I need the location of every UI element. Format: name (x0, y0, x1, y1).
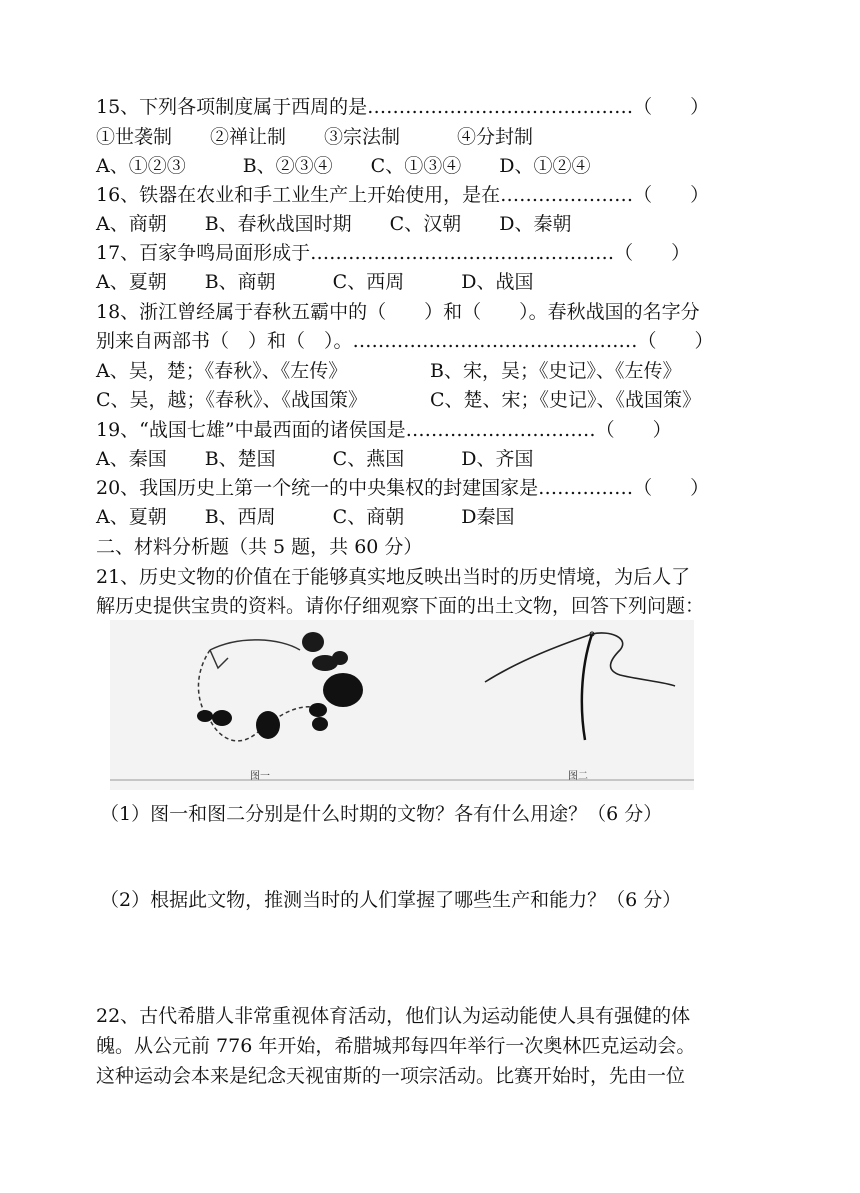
q18-option-c: C、吴，越；《春秋》、《战国策》 (96, 389, 368, 411)
q21-sub-2: （2）根据此文物，推测当时的人们掌握了哪些生产和能力？（6 分） (100, 889, 682, 911)
q16-stem: 16、铁器在农业和手工业生产上开始使用，是在…………………（ ） (96, 184, 710, 206)
figure-2-caption: 图二 (568, 771, 588, 782)
q15-items: ①世袭制 ②禅让制 ③宗法制 ④分封制 (96, 126, 534, 148)
q20-options: A、夏朝 B、西周 C、商朝 D秦国 (96, 506, 515, 528)
q17-options: A、夏朝 B、商朝 C、西周 D、战国 (96, 271, 534, 293)
q18-option-a: A、吴，楚；《春秋》、《左传》 (96, 360, 348, 382)
artifact-figure (110, 620, 694, 790)
q18-option-b: B、宋，吴；《史记》、《左传》 (430, 360, 682, 382)
q18-option-d: C、楚、宋；《史记》、《战国策》 (430, 389, 702, 411)
q15-stem: 15、下列各项制度属于西周的是……………………………………（ ） (96, 96, 710, 118)
q16-options: A、商朝 B、春秋战国时期 C、汉朝 D、秦朝 (96, 213, 572, 235)
q22-line-1: 22、古代希腊人非常重视体育活动，他们认为运动能使人具有强健的体 (96, 1005, 691, 1027)
q19-stem: 19、“战国七雄”中最西面的诸侯国是…………………………（ ） (96, 419, 672, 441)
q21-line-1: 21、历史文物的价值在于能够真实地反映出当时的历史情境，为后人了 (96, 566, 691, 588)
figure-1-caption: 图一 (250, 771, 270, 782)
section-2-heading: 二、材料分析题（共 5 题，共 60 分） (96, 536, 423, 558)
q21-line-2: 解历史提供宝贵的资料。请你仔细观察下面的出土文物，回答下列问题： (96, 595, 705, 617)
q18-stem-2: 别来自两部书（ ）和（ ）。………………………………………（ ） (96, 330, 714, 352)
q22-line-2: 魄。从公元前 776 年开始，希腊城邦每四年举行一次奥林匹克运动会。 (96, 1035, 696, 1057)
q17-stem: 17、百家争鸣局面形成于…………………………………………（ ） (96, 242, 691, 264)
q20-stem: 20、我国历史上第一个统一的中央集权的封建国家是……………（ ） (96, 477, 710, 499)
artifact-drawing (110, 620, 694, 790)
q22-line-3: 这种运动会本来是纪念天视宙斯的一项宗活动。比赛开始时，先由一位 (96, 1065, 686, 1087)
q18-stem-1: 18、浙江曾经属于春秋五霸中的（ ）和（ ）。春秋战国的名字分 (96, 301, 700, 323)
q19-options: A、秦国 B、楚国 C、燕国 D、齐国 (96, 448, 534, 470)
q15-options: A、①②③ B、②③④ C、①③④ D、①②④ (96, 155, 591, 177)
q21-sub-1: （1）图一和图二分别是什么时期的文物？各有什么用途？（6 分） (100, 803, 663, 825)
